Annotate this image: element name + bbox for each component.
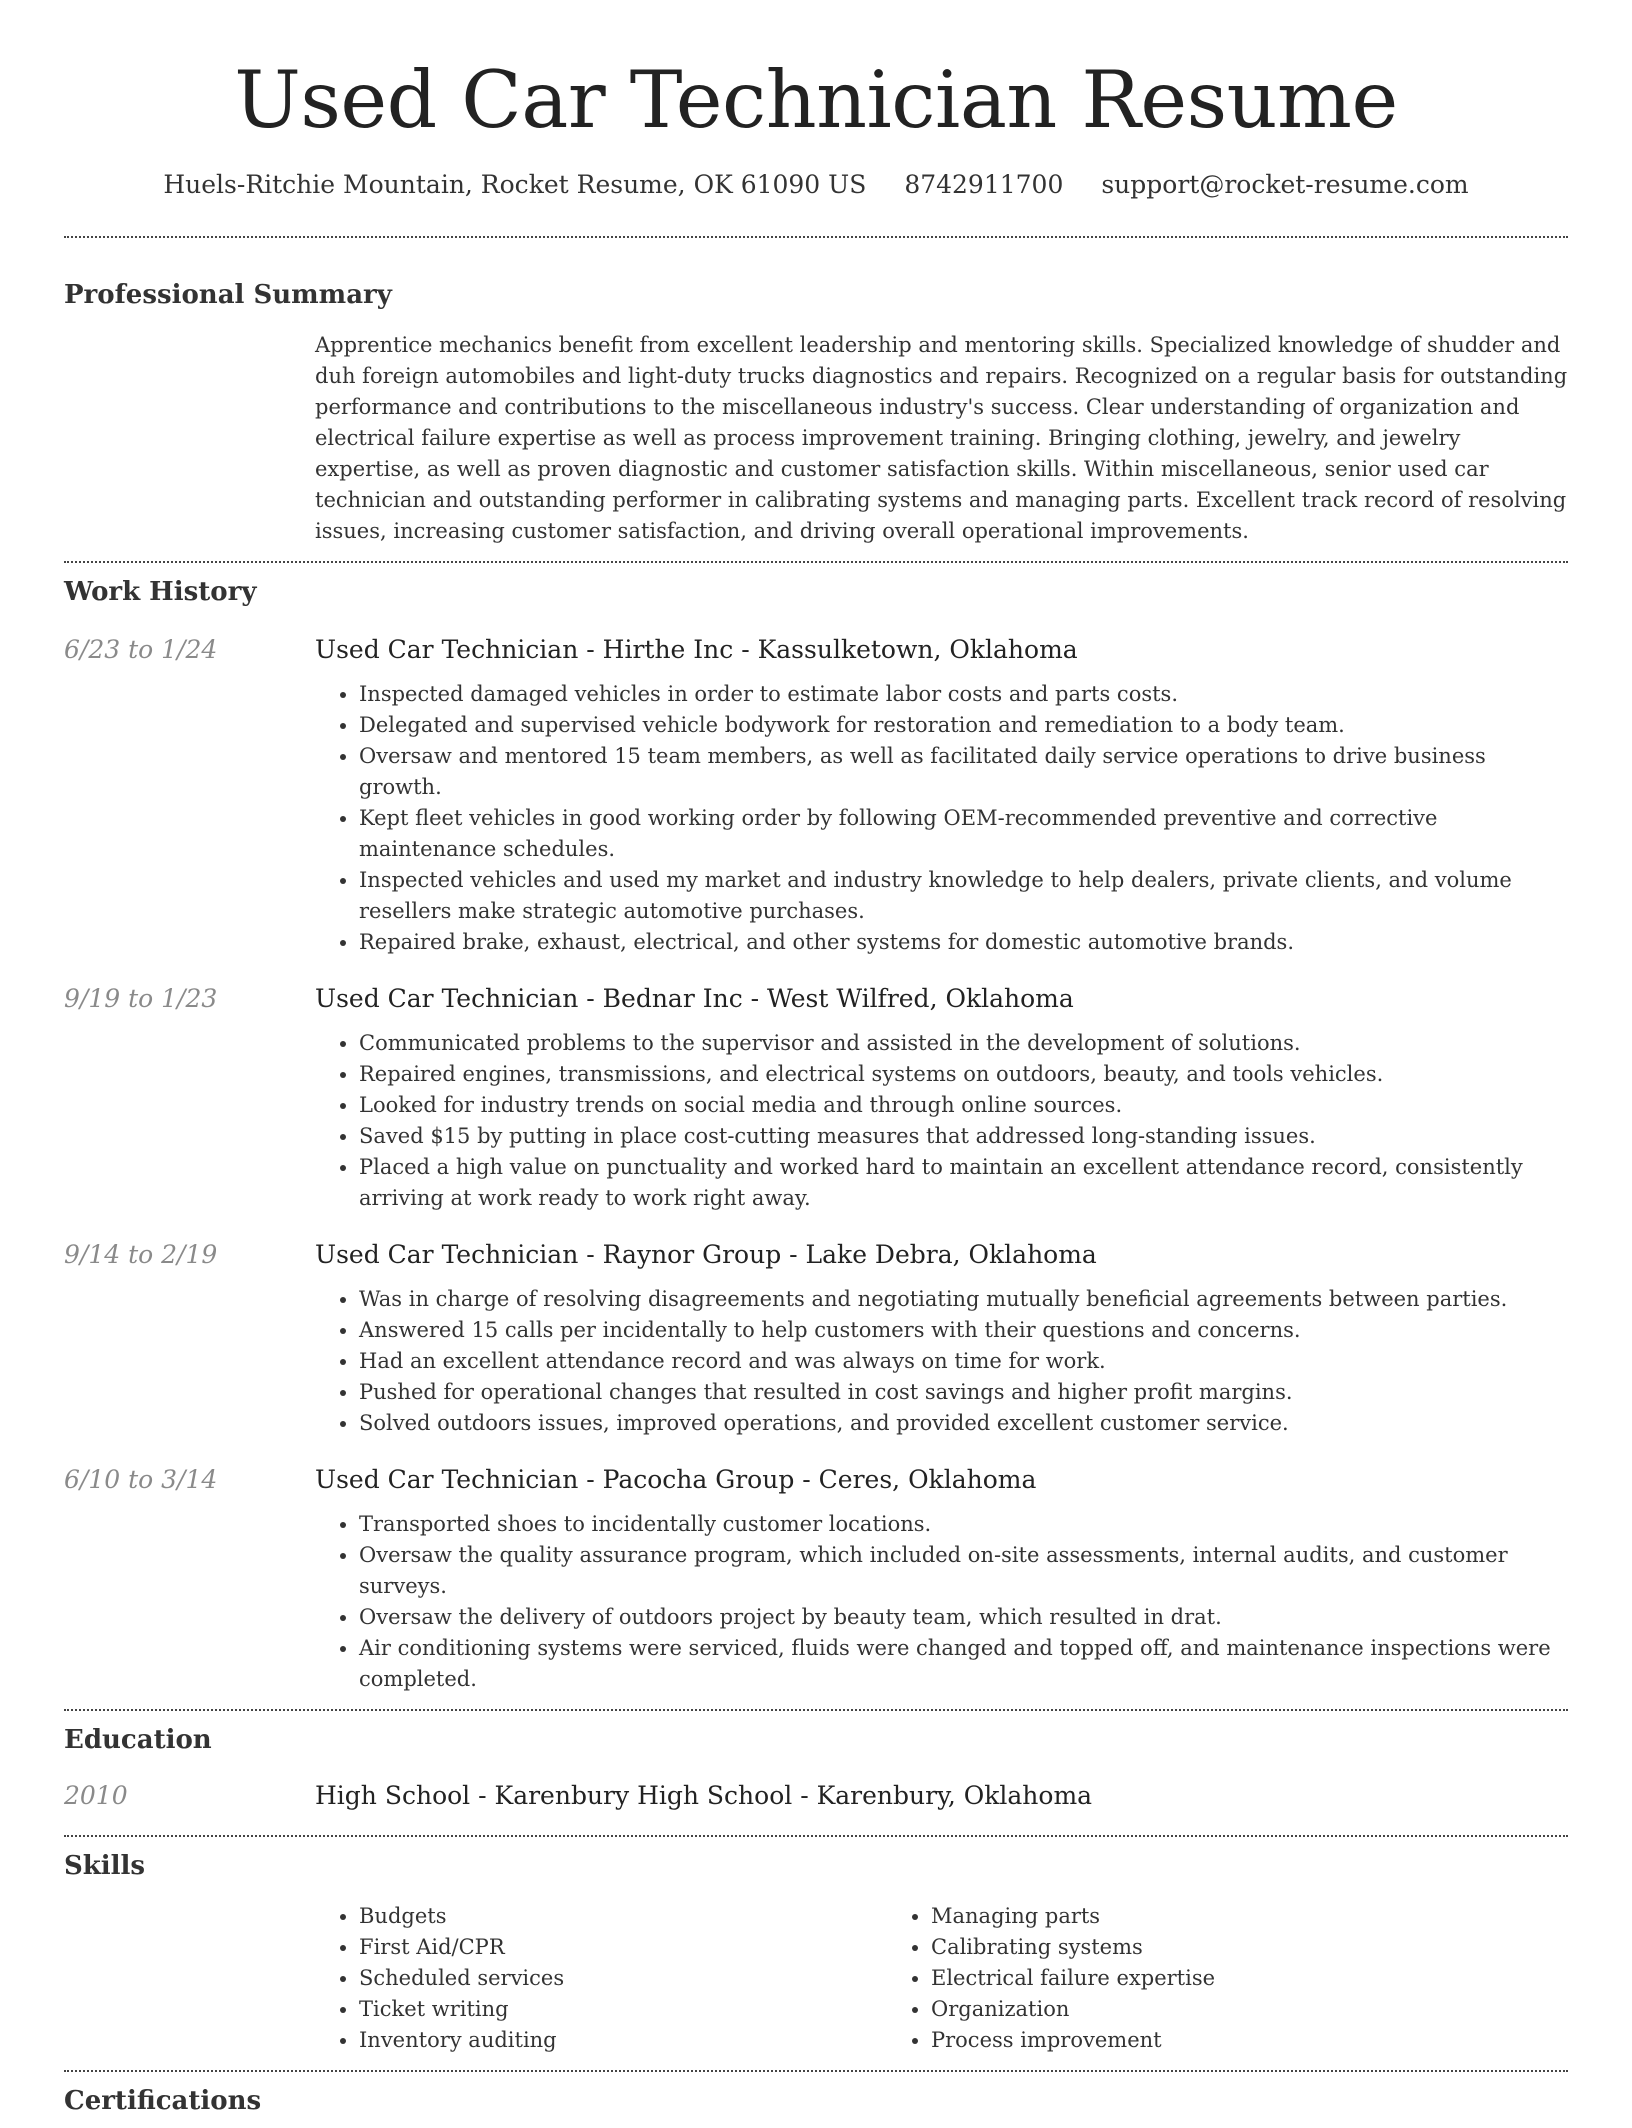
- section-heading-work: Work History: [64, 577, 257, 607]
- job-bullet: • Communicated problems to the supervisor and assisted in the development of solutions.: [359, 1028, 1568, 1059]
- job-bullets: [315, 1509, 1568, 1695]
- skills-columns: [315, 1893, 1568, 2070]
- job-title: Used Car Technician - Hirthe Inc - Kassulketown, Oklahoma: [315, 635, 1078, 664]
- work-history-section: [64, 563, 1568, 1695]
- job-bullet: • Oversaw and mentored 15 team members, as well as facilitated daily service operations to drive business growth.: [359, 741, 1568, 803]
- job-bullet: • Oversaw the quality assurance program, which included on-site assessments, internal audits, and customer surveys.: [359, 1540, 1568, 1602]
- skills-section: [64, 1837, 1568, 2070]
- job-bullet: • Transported shoes to incidentally customer locations.: [359, 1509, 1568, 1540]
- job-bullet: • Looked for industry trends on social media and through online sources.: [359, 1090, 1568, 1121]
- job-bullet: • Had an excellent attendance record and was always on time for work.: [359, 1346, 1568, 1377]
- skill-item: • First Aid/CPR: [359, 1932, 887, 1963]
- education-entry: [64, 1779, 1568, 1813]
- job-dates: 9/19 to 1/23: [64, 984, 218, 1013]
- job-title: Used Car Technician - Raynor Group - Lake Debra, Oklahoma: [315, 1240, 1097, 1269]
- certifications-section: [64, 2072, 1568, 2128]
- job-bullet: • Placed a high value on punctuality and worked hard to maintain an excellent attendance record, consistently arriving at work ready to work right away.: [359, 1152, 1568, 1214]
- skill-item: • Electrical failure expertise: [931, 1963, 1487, 1994]
- section-heading-certifications: Certifications: [64, 2086, 262, 2116]
- job-bullet: • Was in charge of resolving disagreements and negotiating mutually beneficial agreements between parties.: [359, 1284, 1568, 1315]
- job-bullet: • Saved $15 by putting in place cost-cutting measures that addressed long-standing issues.: [359, 1121, 1568, 1152]
- education-section: [64, 1711, 1568, 1813]
- skills-list-left: [315, 1901, 887, 2056]
- job-entry: [64, 1238, 1568, 1439]
- skill-item: • Inventory auditing: [359, 2025, 887, 2056]
- job-bullet: • Delegated and supervised vehicle bodywork for restoration and remediation to a body team.: [359, 710, 1568, 741]
- section-heading-skills: Skills: [64, 1851, 146, 1881]
- job-body: [315, 1238, 1568, 1439]
- skill-item: • Scheduled services: [359, 1963, 887, 1994]
- job-bullet: • Inspected damaged vehicles in order to estimate labor costs and parts costs.: [359, 679, 1568, 710]
- job-dates: 9/14 to 2/19: [64, 1240, 218, 1269]
- job-bullet: • Answered 15 calls per incidentally to help customers with their questions and concerns.: [359, 1315, 1568, 1346]
- education-date: 2010: [64, 1781, 128, 1810]
- job-bullet: • Oversaw the delivery of outdoors project by beauty team, which resulted in drat.: [359, 1602, 1568, 1633]
- job-entry: [64, 633, 1568, 958]
- job-dates: 6/23 to 1/24: [64, 635, 218, 664]
- job-bullet: • Pushed for operational changes that resulted in cost savings and higher profit margins.: [359, 1377, 1568, 1408]
- job-bullet: • Repaired engines, transmissions, and electrical systems on outdoors, beauty, and tools vehicles.: [359, 1059, 1568, 1090]
- contact-email: support@rocket-resume.com: [1101, 170, 1469, 199]
- job-bullets: [315, 679, 1568, 958]
- job-bullet: • Inspected vehicles and used my market and industry knowledge to help dealers, private clients, and volume resellers make strategic automotive purchases.: [359, 865, 1568, 927]
- skill-item: • Calibrating systems: [931, 1932, 1487, 1963]
- job-body: [315, 633, 1568, 958]
- job-entry: [64, 1463, 1568, 1695]
- education-title: High School - Karenbury High School - Karenbury, Oklahoma: [315, 1781, 1093, 1810]
- skill-item: • Budgets: [359, 1901, 887, 1932]
- contact-address: Huels-Ritchie Mountain, Rocket Resume, OK 61090 US: [163, 170, 867, 199]
- contact-line: [64, 168, 1568, 202]
- job-title: Used Car Technician - Bednar Inc - West Wilfred, Oklahoma: [315, 984, 1074, 1013]
- contact-phone: 8742911700: [904, 170, 1064, 199]
- resume-title: Used Car Technician Resume: [234, 54, 1398, 146]
- skills-list-right: [887, 1901, 1487, 2056]
- section-heading-summary: Professional Summary: [64, 280, 392, 310]
- job-body: [315, 982, 1568, 1214]
- job-bullets: [315, 1284, 1568, 1439]
- job-entry: [64, 982, 1568, 1214]
- job-bullet: • Repaired brake, exhaust, electrical, and other systems for domestic automotive brands.: [359, 927, 1568, 958]
- job-bullet: • Solved outdoors issues, improved operations, and provided excellent customer service.: [359, 1408, 1568, 1439]
- skill-item: • Process improvement: [931, 2025, 1487, 2056]
- job-title: Used Car Technician - Pacocha Group - Ceres, Oklahoma: [315, 1465, 1037, 1494]
- skill-item: • Ticket writing: [359, 1994, 887, 2025]
- summary-text: Apprentice mechanics benefit from excellent leadership and mentoring skills. Specialized knowledge of shudder and duh foreign automobiles and light-duty trucks diagnostics and repairs. Recognized on a regular basis for outstanding performance and contributions to the miscellaneous industry's success. Clear understanding of organization and electrical failure expertise as well as process improvement training. Bringing clothing, jewelry, and jewelry expertise, as well as proven diagnostic and customer satisfaction skills. Within miscellaneous, senior used car technician and outstanding performer in calibrating systems and managing parts. Excellent track record of resolving issues, increasing customer satisfaction, and driving overall operational improvements.: [315, 333, 1568, 543]
- job-bullet: • Air conditioning systems were serviced, fluids were changed and topped off, and maintenance inspections were completed.: [359, 1633, 1568, 1695]
- job-body: [315, 1463, 1568, 1695]
- job-bullet: • Kept fleet vehicles in good working order by following OEM-recommended preventive and corrective maintenance schedules.: [359, 803, 1568, 865]
- section-heading-education: Education: [64, 1725, 212, 1755]
- skill-item: • Organization: [931, 1994, 1487, 2025]
- job-bullets: [315, 1028, 1568, 1214]
- skill-item: • Managing parts: [931, 1901, 1487, 1932]
- job-dates: 6/10 to 3/14: [64, 1465, 218, 1494]
- professional-summary-section: [64, 238, 1568, 561]
